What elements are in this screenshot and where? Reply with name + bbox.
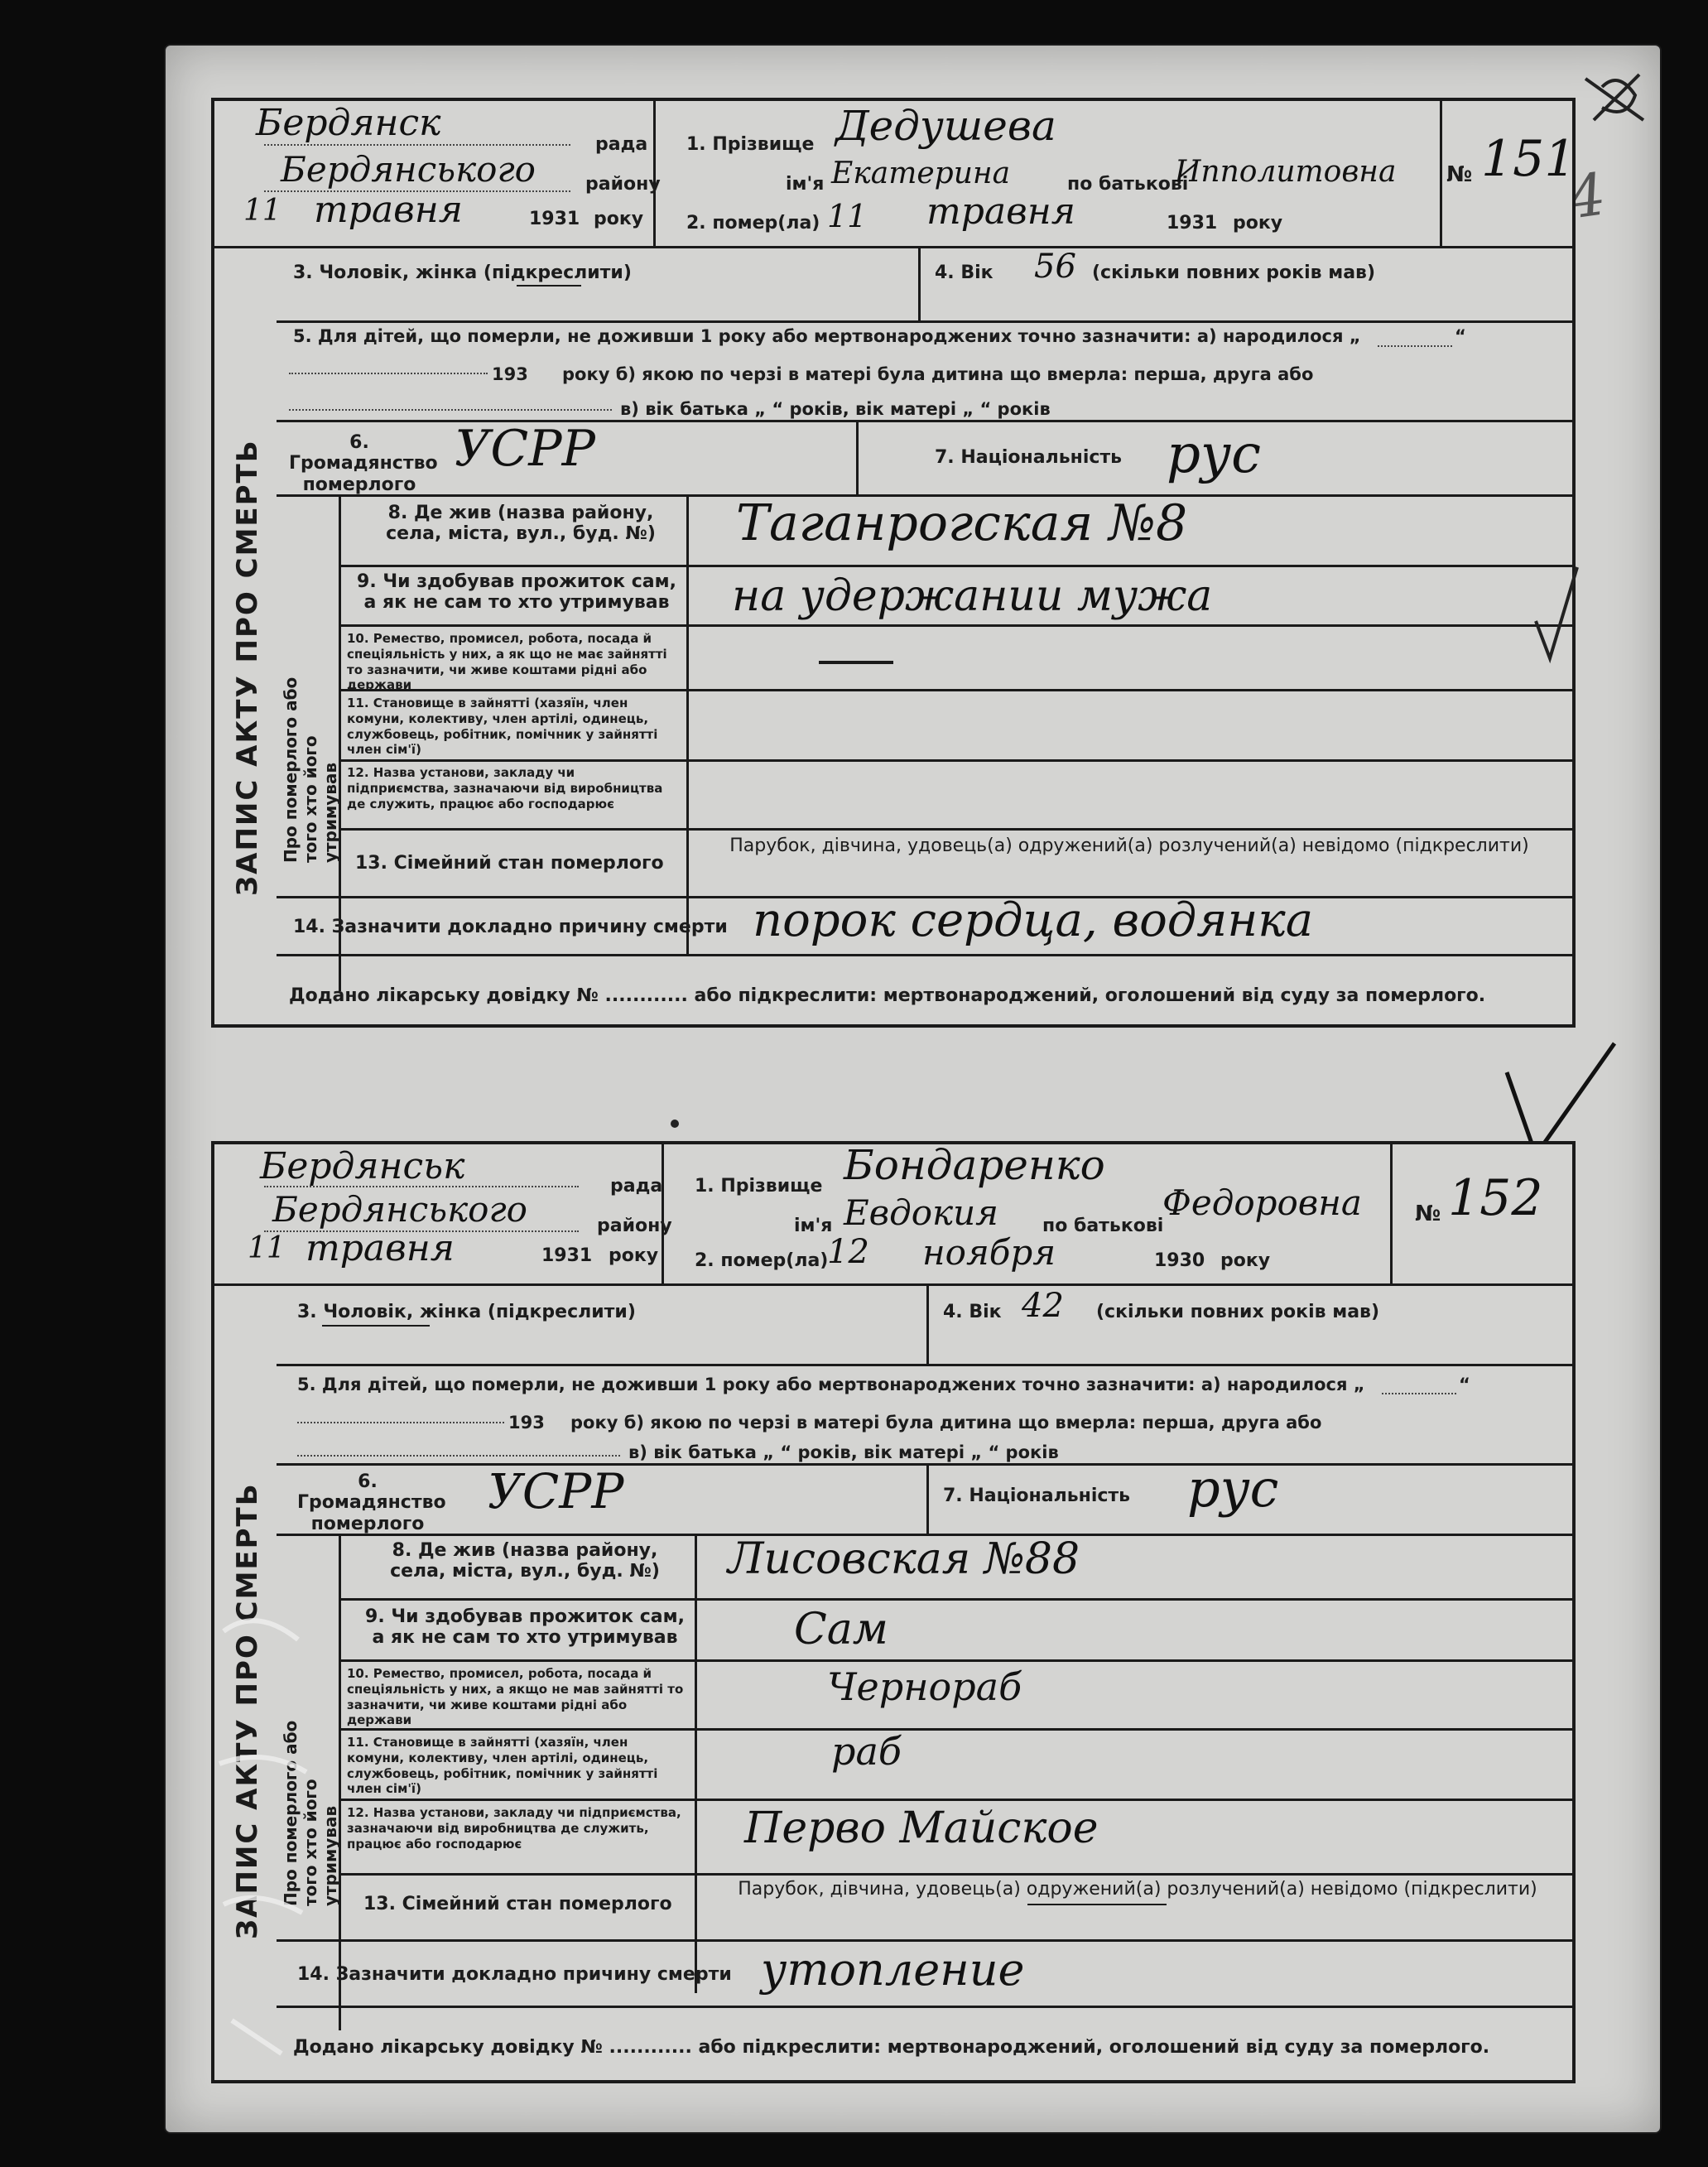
field-7-label: 7. Національність <box>935 447 1123 468</box>
footer-note: Додано лікарську довідку № ............ або підкреслити: мертвонароджений, оголошений від суду за померлого. <box>289 985 1486 1006</box>
field-6-label: 6. Громадянство померлого <box>289 432 438 495</box>
field-4-label: 4. Вік <box>935 262 994 283</box>
field-6-value: УСРР <box>488 1463 624 1519</box>
side-title: ЗАПИС АКТУ ПРО СМЕРТЬ <box>231 1482 264 1939</box>
name-label: ім'я <box>794 1216 833 1236</box>
field-6-value: УСРР <box>455 420 596 478</box>
field-8-value: Лисовская №88 <box>728 1534 1080 1584</box>
field-13-options: Парубок, дівчина, удовець(а) одружений(а) розлучений(а) невідомо (підкреслити) <box>738 1879 1537 1900</box>
field-8-label: 8. Де жив (назва району, села, міста, вул., буд. №) <box>390 1540 660 1582</box>
patronymic-value: Ипполитовна <box>1175 155 1397 189</box>
surname-value: Дедушева <box>835 102 1056 150</box>
field-9-value: на удержании мужа <box>732 571 1213 621</box>
field-7-value: рус <box>1187 1458 1279 1519</box>
field-14-value: порок сердца, водянка <box>753 893 1314 947</box>
date-year: 1931 <box>541 1245 593 1266</box>
date-year-label: року <box>594 209 644 229</box>
field-10-dash <box>819 661 893 664</box>
side-subtitle: Про померлого або того хто його утримував <box>281 677 340 863</box>
field-14-label: 14. Зазначити докладно причину смерти <box>297 1964 732 1985</box>
field-3-sex: 3. Чоловік, жінка (підкреслити) <box>297 1302 636 1322</box>
date-day: 11 <box>248 1231 286 1265</box>
date-day: 11 <box>243 194 281 228</box>
field-9-label: 9. Чи здобував прожиток сам, а як не сам то хто утримував <box>365 1606 685 1649</box>
married-underline <box>1027 1904 1167 1905</box>
number-label: № <box>1446 162 1473 187</box>
died-year-label: року <box>1233 213 1283 234</box>
field-5-line2a: 193 <box>492 364 528 384</box>
field-13-options: Парубок, дівчина, удовець(а) одружений(а) розлучений(а) невідомо (підкреслити) <box>729 835 1529 856</box>
patronymic-label: по батькові <box>1042 1216 1164 1236</box>
rayon-label: району <box>597 1216 672 1236</box>
field-11-label: 11. Становище в зайнятті (хазяїн, член комуни, колективу, член артілі, одинець, службовець, робітник, помічник у зайнятті член сім'ї) <box>347 1735 658 1797</box>
rayon-value: Бердянського <box>281 149 536 190</box>
rada-value: Бердянськ <box>260 1145 465 1187</box>
number-label: № <box>1415 1201 1441 1226</box>
field-10-label: 10. Ремество, промисел, робота, посада й спеціяльність у них, а як що не має зайнятті то зазначити, чи живе коштами рідні або держави <box>347 631 667 693</box>
field-12-value: Перво Майское <box>744 1803 1099 1853</box>
rada-label: рада <box>595 134 648 155</box>
field-4-value: 56 <box>1034 248 1076 286</box>
field-14-label: 14. Зазначити докладно причину смерти <box>293 917 728 937</box>
side-subtitle: Про померлого або того хто його утримував <box>281 1720 340 1906</box>
field-3-sex: 3. Чоловік, жінка (підкреслити) <box>293 262 632 283</box>
number-value: 152 <box>1448 1169 1543 1227</box>
field-4-value: 42 <box>1022 1287 1064 1325</box>
field-5-line2b: року б) якою по черзі в матері була дитина що вмерла: перша, друга або <box>562 364 1314 384</box>
footer-note: Додано лікарську довідку № ............ або підкреслити: мертвонароджений, оголошений від суду за померлого. <box>293 2037 1490 2058</box>
died-label: 2. помер(ла) <box>686 213 820 234</box>
date-year: 1931 <box>529 209 580 229</box>
field-12-label: 12. Назва установи, закладу чи підприємства, зазначаючи від виробництва де служить, працює або господарює <box>347 765 663 811</box>
field-8-label: 8. Де жив (назва району, села, міста, вул., буд. №) <box>386 503 656 545</box>
field-13-label: 13. Сімейний стан померлого <box>355 853 664 874</box>
patronymic-value: Федоровна <box>1162 1182 1362 1223</box>
field-6-label: 6. Громадянство померлого <box>297 1471 446 1534</box>
field-4-suffix: (скільки повних років мав) <box>1096 1302 1380 1322</box>
field-14-value: утопление <box>761 1943 1025 1996</box>
field-7-value: рус <box>1167 424 1261 485</box>
field-9-label: 9. Чи здобував прожиток сам, а як не сам то хто утримував <box>357 571 676 614</box>
field-11-label: 11. Становище в зайнятті (хазяїн, член комуни, колективу, член артілі, одинець, службовець, робітник, помічник у зайнятті член сім'ї) <box>347 696 658 758</box>
name-value: Евдокия <box>844 1192 998 1233</box>
field-13-label: 13. Сімейний стан померлого <box>363 1894 672 1914</box>
rayon-label: району <box>585 174 661 195</box>
field-5-line3: в) вік батька „ “ років, вік матері „ “ років <box>620 399 1051 419</box>
died-year-label: року <box>1220 1250 1271 1271</box>
died-day: 12 <box>827 1233 869 1271</box>
field-5-line1: 5. Для дітей, що померли, не доживши 1 року або мертвонароджених точно зазначити: а) народилося „ <box>293 326 1361 346</box>
number-value: 151 <box>1481 130 1576 188</box>
rayon-value: Бердянського <box>272 1189 527 1230</box>
died-year: 1931 <box>1167 213 1218 234</box>
side-title: ЗАПИС АКТУ ПРО СМЕРТЬ <box>231 439 264 896</box>
field-5-line2a: 193 <box>508 1413 545 1433</box>
date-month: травня <box>306 1227 455 1269</box>
surname-value: Бондаренко <box>844 1141 1105 1189</box>
died-month: ноября <box>922 1232 1056 1273</box>
death-record-form-2: ЗАПИС АКТУ ПРО СМЕРТЬ Про померлого або того хто його утримував Бердянськ рада Бердянського району 11 травня 1931 року 1. Прізвище Бондаренко ім'я Евдокия по батькові Федоровна 2. помер(ла) 12 ноября 1930 року № 152 3. Чоловік, жінка (підкреслити) 4. Вік 42 (скільки повних років мав) 5. Для дітей, що померли, не доживши 1 року або мертвонароджених точно зазначити: а) народилося „ “ 193 року б) якою по черзі в матері була дитина що вмерла: перша, друга або в) вік батька „ “ років, вік матері „ “ років 6. Громадянство померлого УСРР 7. Національність рус 8. Де жив (назва району, села, міста, вул., буд. №) Лисовская №88 9. Чи здобував прожиток сам, а як не сам то хто утримував Сам 10. Ремество, промисел, робота, посада й спеціяльність у них, а якщо не мав зайнятті то зазначити, чи живе коштами рідні або держави Чернораб 11. Становище в зайнятті (хазяїн, член комуни, колективу, член артілі, одинець, службовець, робітник, помічник у зайнятті член сім'ї) раб 12. Назва установи, закладу чи підприємства, зазначаючи від виробництва де служить, працює або господарює Перво Майское 13. Сімейний стан померлого Парубок, дівчина, удовець(а) одружений(а) розлучений(а) невідомо (підкреслити) 14. Зазначити докладно причину смерти утопление Додано лікарську довідку № ............ або підкреслити: мертвонароджений, оголошений від суду за померлого. <box>211 1141 1576 2083</box>
corner-scribble <box>1577 62 1652 137</box>
date-year-label: року <box>609 1245 659 1266</box>
checkmark-1 <box>1532 563 1581 671</box>
name-value: Екатерина <box>831 157 1011 190</box>
field-10-value: Чернораб <box>827 1664 1022 1709</box>
field-5-line2b: року б) якою по черзі в матері була дитина що вмерла: перша, друга або <box>570 1413 1322 1433</box>
died-day: 11 <box>827 198 868 234</box>
field-7-label: 7. Національність <box>943 1486 1131 1506</box>
surname-label: 1. Прізвище <box>695 1176 823 1197</box>
rada-value: Бердянск <box>256 102 441 144</box>
field-9-value: Сам <box>794 1605 888 1654</box>
torn-tape-marks <box>207 1557 323 2070</box>
surname-label: 1. Прізвище <box>686 134 815 155</box>
died-year: 1930 <box>1154 1250 1205 1271</box>
patronymic-label: по батькові <box>1067 174 1189 195</box>
death-record-form-1: ЗАПИС АКТУ ПРО СМЕРТЬ Про померлого або того хто його утримував Бердянск рада Бердянського району 11 травня 1931 року 1. Прізвище Дедушева ім'я Екатерина по батькові Ипполитовна 2. помер(ла) 11 травня 1931 року № 151 3. Чоловік, жінка (підкреслити) 4. Вік 56 (скільки повних років мав) 5. Для дітей, що померли, не доживши 1 року або мертвонароджених точно зазначити: а) народилося „ “ 193 року б) якою по черзі в матері була дитина що вмерла: перша, друга або в) вік батька „ “ років, вік матері „ “ років 6. Громадянство померлого УСРР 7. Національність рус 8. Де жив (назва району, села, міста, вул., буд. №) Таганрогская №8 9. Чи здобував прожиток сам, а як не сам то хто утримував на удержании мужа 10. Ремество, промисел, робота, посада й спеціяльність у них, а як що не має зайнятті то зазначити, чи живе коштами рідні або держави 11. Становище в зайнятті (хазяїн, член комуни, колективу, член артілі, одинець, службовець, робітник, помічник у зайнятті член сім'ї) 12. Назва установи, закладу чи підприємства, зазначаючи від виробництва де служить, працює або господарює 13. Сімейний стан померлого Парубок, дівчина, удовець(а) одружений(а) розлучений(а) невідомо (підкреслити) 14. Зазначити докладно причину смерти порок сердца, водянка Додано лікарську довідку № ............ або підкреслити: мертвонароджений, оголошений від суду за померлого. <box>211 98 1576 1028</box>
field-4-suffix: (скільки повних років мав) <box>1092 262 1376 283</box>
name-label: ім'я <box>786 174 825 195</box>
died-label: 2. помер(ла) <box>695 1250 829 1271</box>
field-5-line3: в) вік батька „ “ років, вік матері „ “ років <box>628 1442 1059 1462</box>
rada-label: рада <box>610 1176 663 1197</box>
field-5-line1: 5. Для дітей, що померли, не доживши 1 року або мертвонароджених точно зазначити: а) народилося „ <box>297 1375 1365 1394</box>
field-11-value: раб <box>831 1729 902 1774</box>
field-4-label: 4. Вік <box>943 1302 1002 1322</box>
date-month: травня <box>314 189 463 231</box>
field-10-label: 10. Ремество, промисел, робота, посада й спеціяльність у них, а якщо не мав зайнятті то зазначити, чи живе коштами рідні або держави <box>347 1666 684 1728</box>
died-month: травня <box>926 190 1075 233</box>
field-8-value: Таганрогская №8 <box>736 494 1188 552</box>
field-12-label: 12. Назва установи, закладу чи підприємства, зазначаючи від виробництва де служить, працює або господарює <box>347 1805 681 1852</box>
